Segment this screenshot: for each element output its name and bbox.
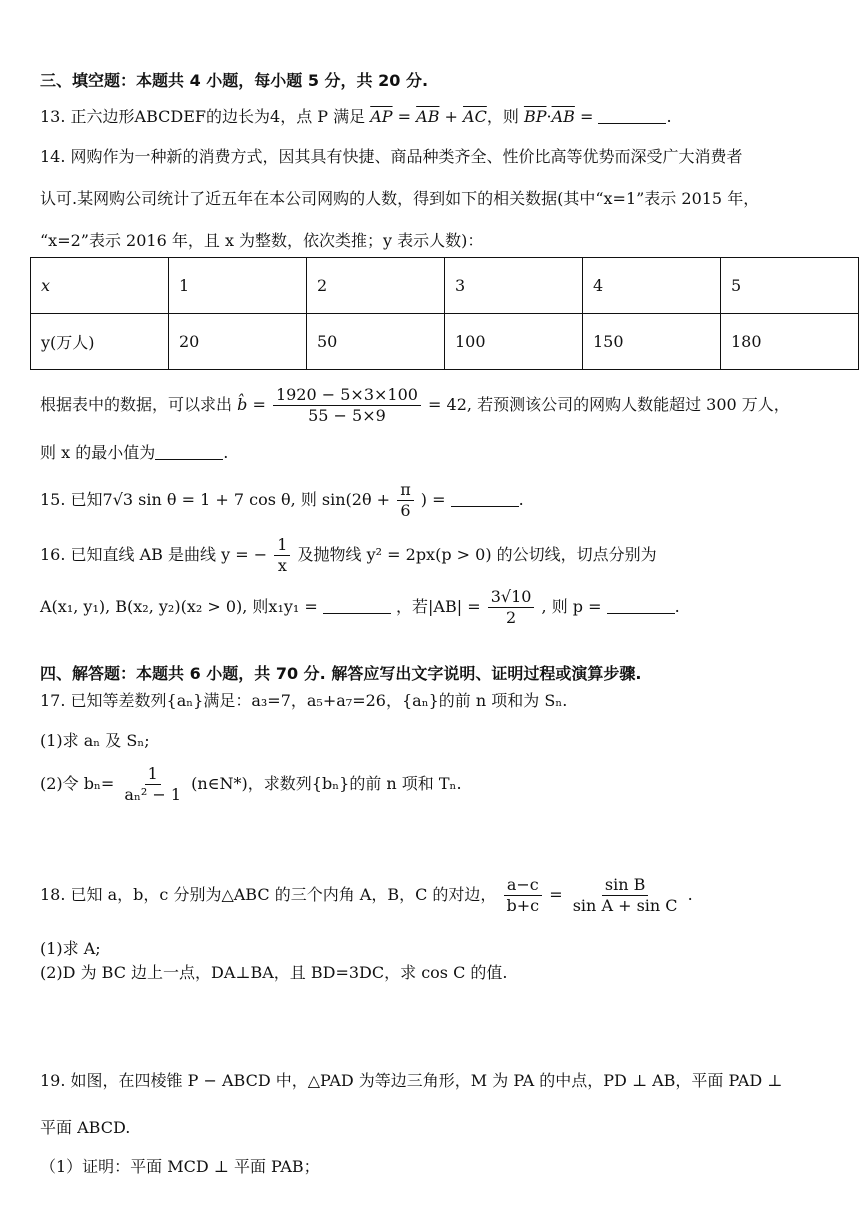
section-3-title: 三、填空题：本题共 4 小题，每小题 5 分，共 20 分. [40,71,429,90]
q15-pre: 15. 已知7√3 sin θ = 1 + 7 cos θ, 则 sin(2θ + [40,490,391,509]
q17-part-1: (1)求 aₙ 及 Sₙ; [40,731,150,750]
q13-text: 正六边形ABCDEF的边长为4，点 P 满足 [70,107,366,126]
q19-line-2: 平面 ABCD. [40,1118,131,1137]
table-row [31,258,859,314]
fraction-numerator: 3√10 [488,587,535,608]
plus-sign: + [439,107,464,126]
table-cell: 180 [721,314,859,370]
fraction-numerator: sin B [602,875,648,896]
q19-line-1: 19. 如图，在四棱锥 P − ABCD 中，△PAD 为等边三角形，M 为 PA 的中点，PD ⊥ AB，平面 PAD ⊥ [40,1071,783,1090]
q14-line-1: 14. 网购作为一种新的消费方式，因其具有快捷、商品种类齐全、性价比高等优势而深受广大消费者 [40,147,743,166]
q16-end: . [674,597,680,616]
table-cell: 3 [445,258,583,314]
q16-line2-pre: A(x₁, y₁), B(x₂, y₂)(x₂ > 0), 则x₁y₁ = [40,597,318,616]
question-13 [40,106,672,128]
question-18 [40,873,693,917]
q13-answer-blank[interactable] [598,107,666,124]
q16-answer-blank-2[interactable] [607,597,675,614]
fraction-numerator: 1 [145,764,161,785]
ab-length-fraction [488,587,535,628]
q18-part-2: (2)D 为 BC 边上一点，DA⊥BA，且 BD=3DC，求 cos C 的值. [40,963,508,982]
fraction-denominator: b+c [506,896,540,915]
pi-over-6-fraction [397,480,414,521]
fraction-denominator: aₙ² − 1 [124,785,182,804]
equals-sign: = [392,107,417,126]
fraction-denominator: x [277,556,287,575]
question-15 [40,478,524,522]
section-4-title: 四、解答题：本题共 6 小题，共 70 分. 解答应写出文字说明、证明过程或演算步骤. [40,664,642,683]
q14-line-3: “x=2”表示 2016 年，且 x 为整数，依次类推；y 表示人数)： [40,231,484,250]
table-row [31,314,859,370]
table-cell: 50 [307,314,445,370]
vector-ac: $\overline{AC}$ [463,107,487,126]
table-cell: 5 [721,258,859,314]
equals-sign-2: = [574,107,599,126]
q18-fraction-2 [570,875,681,916]
fraction-denominator: 2 [505,608,517,627]
b-n-fraction [121,764,184,805]
q17-line-1: 17. 已知等差数列{aₙ}满足：a₃=7，a₅+a₇=26，{aₙ}的前 n 项和为 Sₙ. [40,691,568,710]
table-cell: 4 [583,258,721,314]
q14-line4-post: = 42, 若预测该公司的网购人数能超过 300 万人， [428,395,790,414]
vector-ab: $\overline{AB}$ [416,107,440,126]
q14-line-4 [40,383,790,427]
q15-answer-blank[interactable] [451,490,519,507]
fraction-numerator: a−c [504,875,542,896]
fraction-denominator: 55 − 5×9 [308,406,386,425]
q14-data-table [30,257,859,370]
dot-sign: · [546,107,552,126]
vector-ab-2: $\overline{AB}$ [551,107,575,126]
q16-line-2 [40,585,680,629]
fraction-denominator: sin A + sin C [572,896,678,915]
q16-line2-post: , 则 p = [541,597,602,616]
q13-end: . [666,107,672,126]
vector-ap: $\overline{AP}$ [370,107,393,126]
question-16 [40,533,657,577]
q13-number: 13. [40,107,66,126]
equals-sign: = [549,885,563,904]
q19-part-1: （1）证明：平面 MCD ⊥ 平面 PAB； [40,1157,320,1176]
q15-post: ) = [420,490,446,509]
q15-end: . [518,490,524,509]
table-cell: y(万人) [31,314,169,370]
q16-pre: 16. 已知直线 AB 是曲线 y = − [40,545,268,564]
table-cell: 1 [169,258,307,314]
vector-bp: $\overline{BP}$ [523,107,547,126]
q16-answer-blank-1[interactable] [323,597,391,614]
q16-line2-mid: ，若|AB| = [396,597,481,616]
q18-end: . [687,885,693,904]
q14-line4-pre: 根据表中的数据，可以求出 [40,395,233,414]
q17-part-2 [40,762,462,806]
table-cell: 2 [307,258,445,314]
q17-part2-post: (n∈N*)，求数列{bₙ}的前 n 项和 Tₙ. [191,774,462,793]
table-cell: 100 [445,314,583,370]
one-over-x-fraction [274,535,290,576]
q17-part2-pre: (2)令 bₙ= [40,774,115,793]
q14-answer-blank[interactable] [155,443,223,460]
q13-then: ，则 [486,107,519,126]
fraction-numerator: 1 [274,535,290,556]
q18-pre: 18. 已知 a，b，c 分别为△ABC 的三个内角 A，B，C 的对边， [40,885,497,904]
b-hat-fraction [273,385,421,426]
q18-part-1: (1)求 A; [40,939,101,958]
q18-fraction-1 [504,875,543,916]
fraction-numerator: 1920 − 5×3×100 [273,385,421,406]
table-cell: x [31,258,169,314]
fraction-numerator: π [397,480,414,501]
fraction-denominator: 6 [400,501,411,520]
q14-line5-text: 则 x 的最小值为 [40,443,156,462]
b-hat: b̂ = [237,395,266,414]
q14-line-5: 则 x 的最小值为 . [40,443,229,462]
table-cell: 150 [583,314,721,370]
table-cell: 20 [169,314,307,370]
q16-post: 及抛物线 y² = 2px(p > 0) 的公切线，切点分别为 [297,545,657,564]
q14-line-2: 认可.某网购公司统计了近五年在本公司网购的人数，得到如下的相关数据(其中“x=1”表示 2015 年， [40,189,760,208]
